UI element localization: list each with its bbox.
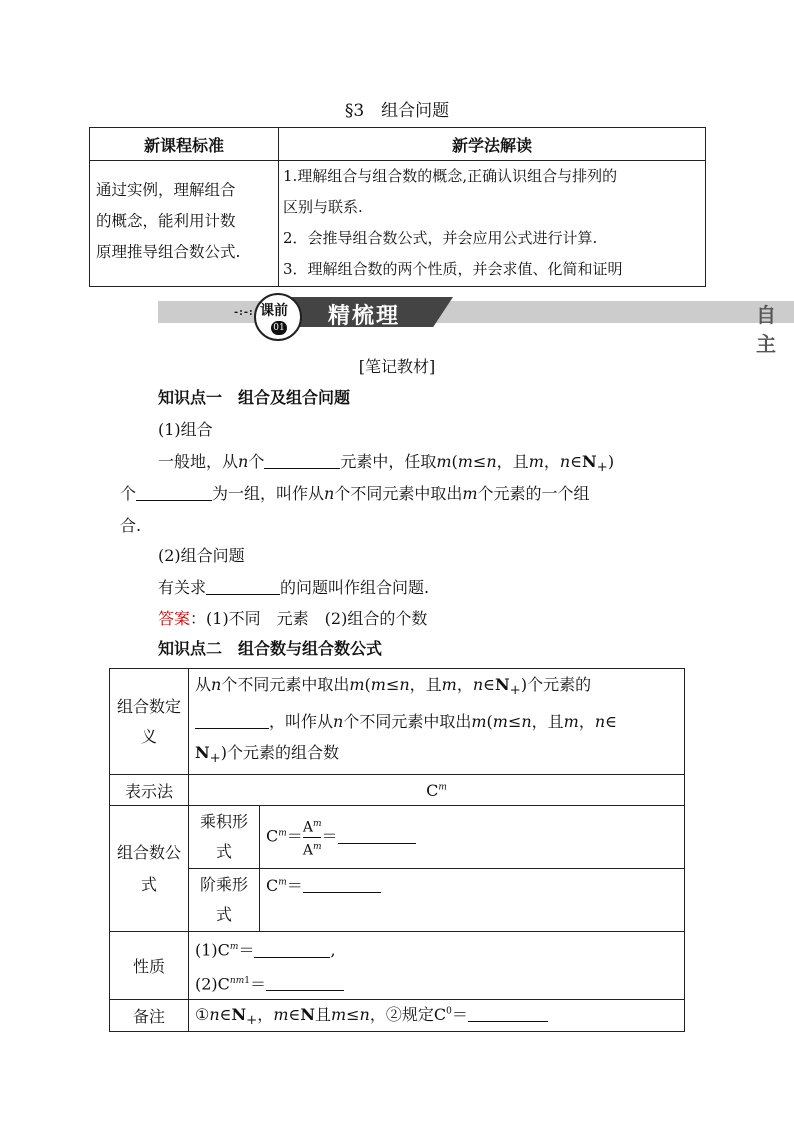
- k1-sub2: (2)组合问题: [158, 546, 245, 565]
- row-label-remarks: 备注: [110, 1000, 189, 1032]
- k1-title: 知识点一 组合及组合问题: [158, 388, 351, 407]
- fill-blank: [206, 578, 280, 595]
- standards-left-line: 原理推导组合数公式.: [96, 243, 241, 261]
- notes-heading: [笔记教材]: [358, 357, 436, 376]
- banner-circle-label: 课前: [260, 303, 288, 319]
- banner-right-label: 自主: [756, 303, 776, 356]
- standards-header-left: 新课程标准: [90, 128, 279, 161]
- answer-text: ：(1)不同 元素 (2)组合的个数: [190, 609, 428, 628]
- formula-factorial-cell: $C^m=$: [260, 869, 685, 932]
- k1-answer: [158, 609, 427, 629]
- row-label-notation: 表示法: [110, 775, 189, 806]
- definition-cell: 从n个不同元素中取出m(m≤n，且m，$n\in N_+$)个元素的 ，叫作从n个不同元素中取出m(m≤n，且m，n∈ $N_+$)个元素的组合数: [189, 669, 685, 775]
- text: 个: [248, 452, 265, 471]
- row-label-definition: 组合数定义: [110, 669, 189, 775]
- answer-label: 答案: [158, 609, 191, 628]
- k1-paragraph-1: 一般地，从n个 元素中，任取m(m≤n，且m，$n\in N_+$): [158, 452, 615, 476]
- text: 个元素的组合数: [227, 743, 340, 763]
- remarks-cell: $①n\in N_+$，m∈N且m≤n，②规定$C^0=$: [189, 1000, 685, 1032]
- fill-blank: [468, 1005, 548, 1022]
- section-banner: [158, 297, 794, 356]
- text: ，②规定: [369, 1005, 434, 1025]
- text: 有关求: [158, 578, 207, 597]
- properties-cell: $(1)C^m=$ , $(2)C^{nm1}=$: [189, 932, 685, 1000]
- formula-product-label: 乘积形式: [189, 806, 260, 869]
- banner-dots: -:-:: [234, 307, 254, 318]
- k1-paragraph-1c: 合.: [120, 516, 142, 535]
- text: 一般地，从: [158, 452, 239, 471]
- text: ，叫作从: [269, 712, 334, 732]
- text: 个不同元素中取出: [334, 484, 463, 503]
- fill-blank: [136, 484, 212, 501]
- standards-header-right: 新学法解读: [279, 128, 706, 161]
- standards-table: [89, 127, 706, 287]
- standards-left-cell: [90, 161, 279, 287]
- banner-number: 01: [271, 321, 287, 335]
- row-label-formula: 组合数公式: [110, 806, 189, 932]
- formula-factorial-label: 阶乘形式: [189, 869, 260, 932]
- standards-right-line: 1.理解组合与组合数的概念,正确认识组合与排列的: [283, 167, 618, 185]
- page-title: §3 组合问题: [344, 101, 450, 121]
- k1-paragraph-2: [158, 578, 429, 598]
- standards-right-line: 3．理解组合数的两个性质，并会求值、化简和证明: [283, 260, 623, 278]
- text: 元素中，任取: [340, 452, 437, 471]
- fill-blank: [264, 452, 340, 469]
- standards-left-line: 通过实例，理解组合: [96, 181, 236, 199]
- fill-blank: [254, 941, 330, 958]
- standards-right-line: 2．会推导组合数公式，并会应用公式进行计算.: [283, 229, 598, 247]
- text: 个: [120, 484, 137, 503]
- text: 个不同元素中取出: [221, 675, 350, 694]
- fill-blank: [303, 876, 381, 893]
- k1-sub1: (1)组合: [158, 420, 213, 439]
- notation-cell: $C^m$: [189, 775, 685, 806]
- fill-blank: [195, 712, 269, 729]
- text: 个不同元素中取出: [343, 712, 472, 732]
- k2-title: 知识点二 组合数与组合数公式: [158, 639, 383, 658]
- banner-label: 精梳理: [328, 304, 401, 329]
- text: 的问题叫作组合问题.: [280, 578, 430, 597]
- text: 个元素的: [527, 675, 592, 694]
- text: 为一组，叫作从: [212, 484, 325, 503]
- standards-right-cell: [279, 161, 706, 287]
- standards-right-line: 区别与联系.: [283, 198, 363, 216]
- standards-left-line: 的概念，能利用计数: [96, 212, 236, 230]
- fill-blank: [338, 827, 416, 844]
- text: ，且: [496, 452, 529, 471]
- fill-blank: [266, 974, 344, 991]
- text: 从: [195, 675, 212, 694]
- k1-paragraph-1b: 个 为一组，叫作从n个不同元素中取出m个元素的一个组: [120, 484, 590, 503]
- text: 个元素的一个组: [477, 484, 590, 503]
- formula-product-cell: $C^m=$ $\frac{A^m}{A^m}$ ＝: [260, 806, 685, 869]
- combination-table: [109, 668, 685, 1032]
- row-label-properties: 性质: [110, 932, 189, 1000]
